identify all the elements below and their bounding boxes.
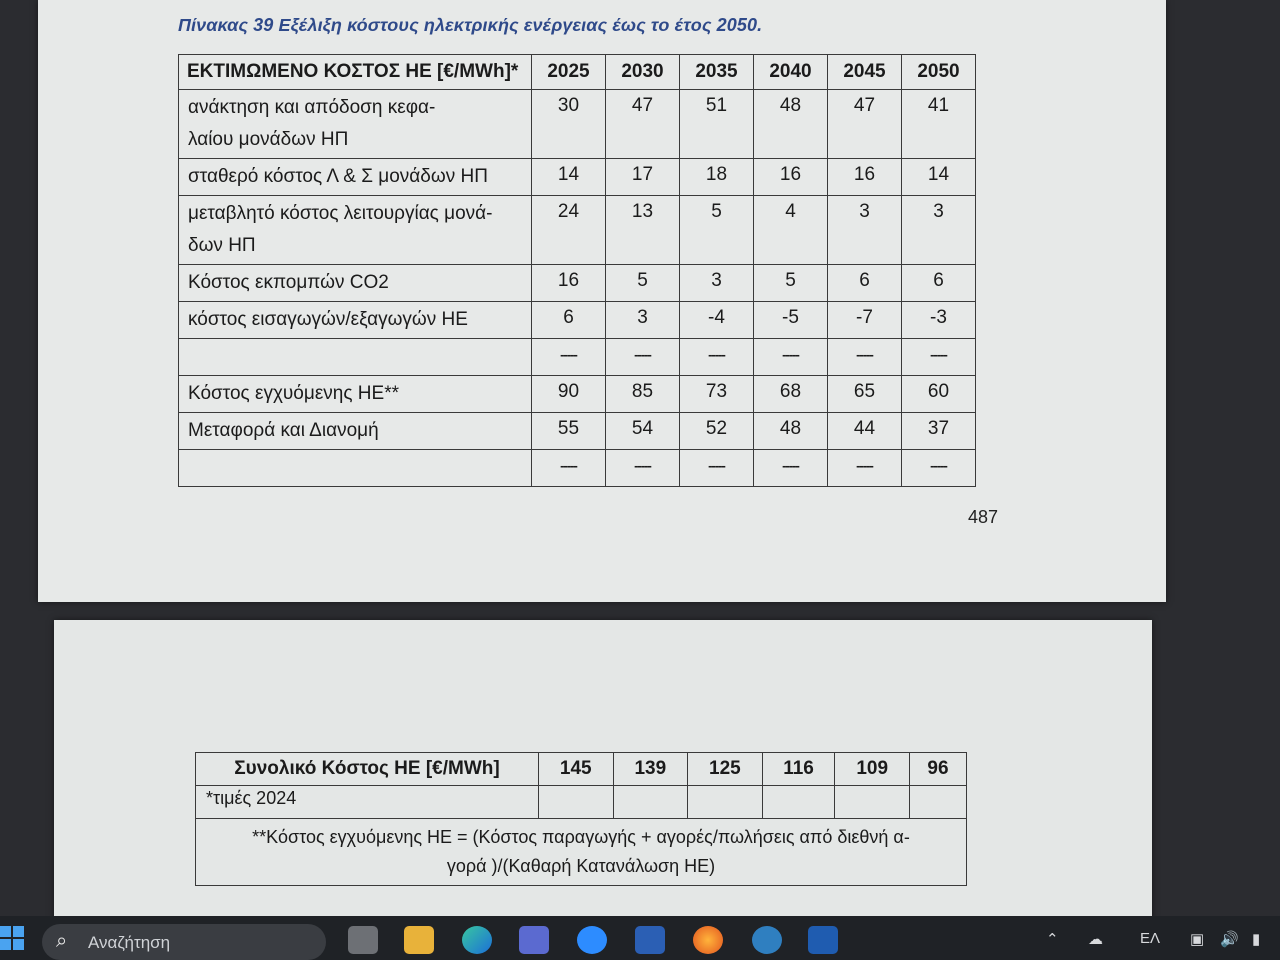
table-row bbox=[179, 413, 976, 450]
row-value: ----- bbox=[754, 450, 828, 487]
onedrive-icon[interactable]: ☁ bbox=[1088, 931, 1103, 948]
row-value: -5 bbox=[754, 302, 828, 339]
zoom-icon[interactable] bbox=[577, 926, 607, 954]
table-row bbox=[179, 159, 976, 196]
row-value: ----- bbox=[754, 339, 828, 376]
row-value: 24 bbox=[532, 196, 606, 265]
word-icon[interactable] bbox=[635, 926, 665, 954]
total-row bbox=[196, 753, 967, 786]
row-value: 51 bbox=[680, 90, 754, 159]
row-value: 5 bbox=[606, 265, 680, 302]
table-row bbox=[179, 376, 976, 413]
row-value: 13 bbox=[606, 196, 680, 265]
search-icon: ⌕ bbox=[56, 930, 68, 952]
row-label: κόστος εισαγωγών/εξαγωγών ΗΕ bbox=[179, 302, 532, 339]
row-value: 90 bbox=[532, 376, 606, 413]
task-view-icon[interactable] bbox=[348, 926, 378, 954]
row-value: ----- bbox=[606, 450, 680, 487]
row-value: 47 bbox=[828, 90, 902, 159]
row-value: 73 bbox=[680, 376, 754, 413]
start-icon bbox=[0, 926, 11, 937]
total-value: 145 bbox=[539, 753, 614, 786]
row-value: 3 bbox=[606, 302, 680, 339]
table-row bbox=[179, 450, 976, 487]
total-value: 125 bbox=[688, 753, 763, 786]
page-number: 487 bbox=[968, 507, 999, 527]
header-year: 2035 bbox=[680, 55, 754, 90]
row-value: 16 bbox=[828, 159, 902, 196]
empty-cell bbox=[688, 786, 763, 819]
row-value: 65 bbox=[828, 376, 902, 413]
total-value: 139 bbox=[613, 753, 688, 786]
row-value: ----- bbox=[680, 450, 754, 487]
total-value: 109 bbox=[835, 753, 910, 786]
network-icon[interactable]: ▣ bbox=[1190, 931, 1205, 948]
row-value: 85 bbox=[606, 376, 680, 413]
header-year: 2050 bbox=[902, 55, 976, 90]
row-label: Μεταφορά και Διανομή bbox=[179, 413, 532, 450]
row-value: 6 bbox=[902, 265, 976, 302]
row-value: 52 bbox=[680, 413, 754, 450]
row-value: 16 bbox=[532, 265, 606, 302]
chevron-up-icon[interactable]: ⌃ bbox=[1046, 931, 1059, 948]
edge-icon[interactable] bbox=[462, 926, 492, 954]
row-value: 16 bbox=[754, 159, 828, 196]
row-value: 3 bbox=[902, 196, 976, 265]
row-value: 4 bbox=[754, 196, 828, 265]
row-value: 41 bbox=[902, 90, 976, 159]
empty-cell bbox=[613, 786, 688, 819]
row-value: 14 bbox=[902, 159, 976, 196]
header-label: ΕΚΤΙΜΩΜΕΝΟ ΚΟΣΤΟΣ ΗΕ [€/MWh]* bbox=[179, 55, 532, 90]
header-year: 2030 bbox=[606, 55, 680, 90]
row-value: 5 bbox=[754, 265, 828, 302]
row-value: 47 bbox=[606, 90, 680, 159]
row-label bbox=[179, 450, 532, 487]
footnote: **Κόστος εγχυόμενης ΗΕ = (Κόστος παραγωγής + αγορές/πωλήσεις από διεθνή α- γορά )/(Καθαρή Κατανάλωση ΗΕ) bbox=[196, 819, 967, 886]
volume-icon[interactable]: 🔊 bbox=[1220, 931, 1239, 948]
row-label: Κόστος εγχυόμενης ΗΕ** bbox=[179, 376, 532, 413]
header-year: 2040 bbox=[754, 55, 828, 90]
battery-icon[interactable]: ▮ bbox=[1252, 931, 1261, 948]
row-label bbox=[179, 339, 532, 376]
row-value: 60 bbox=[902, 376, 976, 413]
row-label: ανάκτηση και απόδοση κεφα- λαίου μονάδων ΗΠ bbox=[179, 90, 532, 159]
header-year: 2045 bbox=[828, 55, 902, 90]
note-row bbox=[196, 786, 967, 819]
row-value: 18 bbox=[680, 159, 754, 196]
row-value: ----- bbox=[532, 450, 606, 487]
firefox-icon[interactable] bbox=[693, 926, 723, 954]
language-indicator[interactable]: ΕΛ bbox=[1140, 930, 1161, 947]
empty-cell bbox=[835, 786, 910, 819]
table-row bbox=[179, 339, 976, 376]
empty-cell bbox=[762, 786, 835, 819]
header-year: 2025 bbox=[532, 55, 606, 90]
start-button[interactable] bbox=[0, 926, 24, 950]
row-value: ----- bbox=[902, 450, 976, 487]
row-value: 55 bbox=[532, 413, 606, 450]
row-value: -4 bbox=[680, 302, 754, 339]
taskbar bbox=[0, 916, 1280, 960]
row-label: μεταβλητό κόστος λειτουργίας μονά- δων ΗΠ bbox=[179, 196, 532, 265]
row-value: ----- bbox=[828, 450, 902, 487]
row-value: -3 bbox=[902, 302, 976, 339]
cost-table bbox=[178, 54, 976, 487]
row-value: 48 bbox=[754, 413, 828, 450]
row-value: ----- bbox=[532, 339, 606, 376]
prices-note: *τιμές 2024 bbox=[196, 786, 539, 819]
table-row bbox=[179, 196, 976, 265]
row-value: 3 bbox=[680, 265, 754, 302]
row-value: -7 bbox=[828, 302, 902, 339]
empty-cell bbox=[539, 786, 614, 819]
total-cost-table bbox=[195, 752, 967, 886]
word-doc-icon[interactable] bbox=[808, 926, 838, 954]
row-value: 44 bbox=[828, 413, 902, 450]
total-label: Συνολικό Κόστος ΗΕ [€/MWh] bbox=[196, 753, 539, 786]
total-value: 116 bbox=[762, 753, 835, 786]
row-value: ----- bbox=[828, 339, 902, 376]
store-icon[interactable] bbox=[519, 926, 549, 954]
row-label: Κόστος εκπομπών CO2 bbox=[179, 265, 532, 302]
row-value: 17 bbox=[606, 159, 680, 196]
footnote-row bbox=[196, 819, 967, 886]
row-value: ----- bbox=[606, 339, 680, 376]
row-value: 6 bbox=[828, 265, 902, 302]
taskbar-search[interactable] bbox=[42, 924, 326, 960]
empty-cell bbox=[909, 786, 966, 819]
table-row bbox=[179, 90, 976, 159]
vpn-icon[interactable] bbox=[752, 926, 782, 954]
table-caption: Πίνακας 39 Εξέλιξη κόστους ηλεκτρικής ενέργειας έως το έτος 2050. bbox=[178, 15, 763, 35]
row-value: 14 bbox=[532, 159, 606, 196]
file-explorer-icon[interactable] bbox=[404, 926, 434, 954]
row-value: 5 bbox=[680, 196, 754, 265]
row-value: 54 bbox=[606, 413, 680, 450]
row-value: 37 bbox=[902, 413, 976, 450]
row-value: ----- bbox=[902, 339, 976, 376]
row-value: 68 bbox=[754, 376, 828, 413]
row-value: 6 bbox=[532, 302, 606, 339]
table-row bbox=[179, 302, 976, 339]
search-placeholder: Αναζήτηση bbox=[88, 933, 171, 952]
row-label: σταθερό κόστος Λ & Σ μονάδων ΗΠ bbox=[179, 159, 532, 196]
table-row bbox=[179, 265, 976, 302]
total-value: 96 bbox=[909, 753, 966, 786]
row-value: 48 bbox=[754, 90, 828, 159]
row-value: 30 bbox=[532, 90, 606, 159]
cost-table-header-row bbox=[179, 55, 976, 90]
row-value: 3 bbox=[828, 196, 902, 265]
row-value: ----- bbox=[680, 339, 754, 376]
